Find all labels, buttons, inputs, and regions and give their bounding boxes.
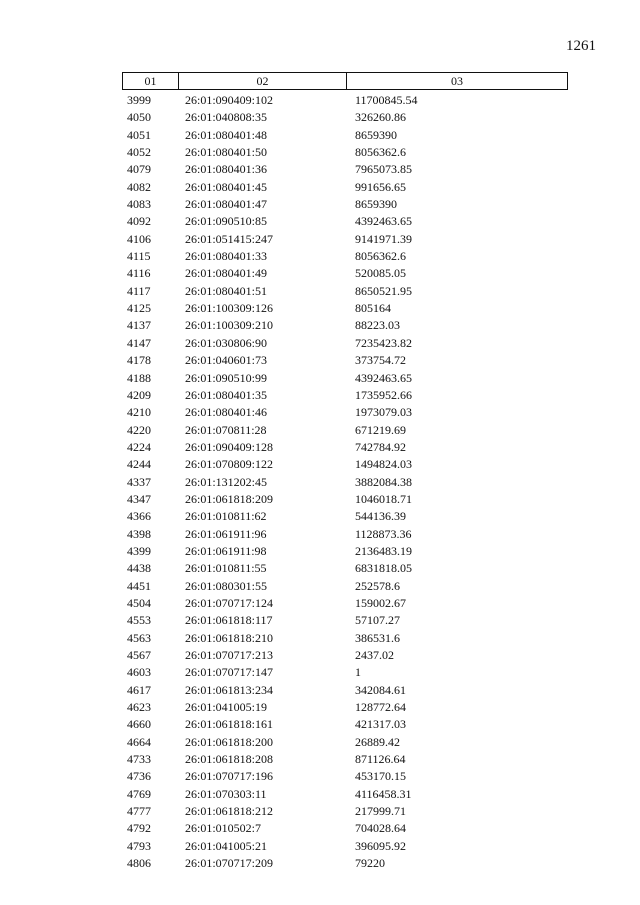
table-cell-3: 2136483.19: [355, 543, 412, 558]
table-cell-3: 544136.39: [355, 509, 406, 524]
table-row: [122, 300, 568, 317]
table-cell-2: 26:01:061911:96: [185, 526, 267, 541]
table-cell-1: 4567: [127, 648, 151, 662]
table-cell-2: 26:01:061818:208: [185, 752, 274, 767]
table-row: [122, 734, 568, 751]
table-cell-3: 2437.02: [355, 648, 394, 662]
table-header: [122, 72, 568, 90]
table-cell-1: 4337: [127, 474, 151, 489]
table-cell-1: 4188: [127, 370, 151, 385]
table-cell-2: 26:01:061818:209: [185, 491, 274, 506]
table-cell-3: 8659390: [355, 127, 397, 142]
table-row: [122, 161, 568, 178]
table-cell-1: 3999: [127, 93, 151, 107]
table-row: [122, 404, 568, 421]
table-body: [122, 92, 568, 872]
table-cell-2: 26:01:080301:55: [185, 578, 268, 593]
table-cell-3: 1735952.66: [355, 387, 412, 402]
table-cell-2: 26:01:080401:47: [185, 197, 268, 212]
table-row: [122, 144, 568, 161]
table-cell-2: 26:01:041005:21: [185, 838, 268, 853]
table-cell-3: 520085.05: [355, 266, 406, 281]
table-row: [122, 248, 568, 265]
table-row: [122, 352, 568, 369]
table-cell-1: 4220: [127, 422, 151, 437]
table-cell-3: 386531.6: [355, 630, 400, 645]
table-row: [122, 474, 568, 491]
table-cell-1: 4793: [127, 838, 151, 853]
table-cell-1: 4553: [127, 613, 151, 628]
table-cell-3: 217999.71: [355, 804, 406, 819]
table-row: [122, 92, 568, 109]
table-cell-2: 26:01:090510:85: [185, 214, 268, 229]
table-row: [122, 213, 568, 230]
table-cell-3: 8659390: [355, 197, 397, 212]
table-row: [122, 578, 568, 595]
table-cell-1: 4451: [127, 578, 151, 593]
table-cell-3: 79220: [355, 856, 385, 871]
table-row: [122, 508, 568, 525]
table-cell-1: 4147: [127, 335, 151, 350]
table-cell-3: 396095.92: [355, 838, 406, 853]
table-row: [122, 317, 568, 334]
table-cell-2: 26:01:070717:209: [185, 856, 274, 871]
table-row: [122, 370, 568, 387]
table-cell-2: 26:01:080401:45: [185, 179, 268, 194]
table-cell-2: 26:01:070809:122: [185, 457, 274, 472]
table-cell-1: 4603: [127, 665, 151, 680]
table-cell-1: 4438: [127, 561, 151, 576]
table-cell-1: 4115: [127, 249, 151, 264]
table-cell-2: 26:01:080401:33: [185, 249, 268, 264]
table-row: [122, 820, 568, 837]
table-cell-1: 4664: [127, 734, 151, 749]
table-row: [122, 491, 568, 508]
table-cell-2: 26:01:061813:234: [185, 682, 274, 697]
table-cell-2: 26:01:030806:90: [185, 335, 268, 350]
table-row: [122, 768, 568, 785]
table-cell-2: 26:01:100309:210: [185, 318, 274, 333]
table-cell-2: 26:01:080401:48: [185, 127, 268, 142]
table-cell-2: 26:01:080401:36: [185, 162, 268, 177]
table-cell-2: 26:01:070717:124: [185, 595, 274, 610]
table-row: [122, 751, 568, 768]
table-row: [122, 595, 568, 612]
table-cell-1: 4125: [127, 301, 151, 316]
column-header-02: 02: [179, 73, 347, 89]
table-cell-2: 26:01:090409:128: [185, 439, 274, 454]
table-cell-1: 4769: [127, 786, 151, 801]
table-cell-1: 4733: [127, 752, 151, 767]
table-cell-1: 4399: [127, 543, 151, 558]
table-cell-1: 4347: [127, 491, 151, 506]
table-cell-2: 26:01:080401:50: [185, 145, 268, 160]
table-cell-1: 4398: [127, 526, 151, 541]
table-cell-3: 1494824.03: [355, 457, 412, 472]
table-cell-2: 26:01:090409:102: [185, 93, 274, 107]
table-cell-1: 4792: [127, 821, 151, 836]
table-cell-3: 9141971.39: [355, 231, 412, 246]
table-cell-3: 11700845.54: [355, 93, 418, 107]
table-cell-1: 4082: [127, 179, 151, 194]
table-cell-2: 26:01:070811:28: [185, 422, 267, 437]
table-row: [122, 196, 568, 213]
table-cell-3: 88223.03: [355, 318, 400, 333]
table-cell-1: 4116: [127, 266, 151, 281]
table-row: [122, 543, 568, 560]
table-cell-3: 3882084.38: [355, 474, 412, 489]
table-cell-2: 26:01:131202:45: [185, 474, 268, 489]
table-cell-3: 57107.27: [355, 613, 400, 628]
table-row: [122, 716, 568, 733]
table-row: [122, 127, 568, 144]
table-cell-1: 4210: [127, 405, 151, 420]
table-row: [122, 109, 568, 126]
table-row: [122, 682, 568, 699]
table-cell-1: 4244: [127, 457, 151, 472]
table-cell-3: 128772.64: [355, 700, 406, 715]
table-row: [122, 560, 568, 577]
table-cell-1: 4052: [127, 145, 151, 160]
table-row: [122, 283, 568, 300]
table-cell-3: 805164: [355, 301, 391, 316]
table-cell-2: 26:01:051415:247: [185, 231, 274, 246]
table-row: [122, 456, 568, 473]
table-cell-3: 342084.61: [355, 682, 406, 697]
page-number: 1261: [566, 38, 596, 54]
data-table: [122, 72, 568, 872]
table-cell-2: 26:01:080401:51: [185, 283, 268, 298]
table-cell-2: 26:01:061818:212: [185, 804, 274, 819]
table-cell-3: 742784.92: [355, 439, 406, 454]
table-cell-3: 1046018.71: [355, 491, 412, 506]
table-row: [122, 526, 568, 543]
table-cell-2: 26:01:061818:210: [185, 630, 274, 645]
table-cell-3: 8056362.6: [355, 145, 406, 160]
table-cell-2: 26:01:061818:200: [185, 734, 274, 749]
table-cell-1: 4106: [127, 231, 151, 246]
table-cell-3: 4392463.65: [355, 370, 412, 385]
table-cell-3: 421317.03: [355, 717, 406, 732]
table-cell-3: 8650521.95: [355, 283, 412, 298]
table-cell-2: 26:01:080401:46: [185, 405, 268, 420]
table-row: [122, 630, 568, 647]
table-cell-2: 26:01:010811:62: [185, 509, 267, 524]
table-cell-1: 4051: [127, 127, 151, 142]
table-cell-2: 26:01:070303:11: [185, 786, 267, 801]
table-row: [122, 803, 568, 820]
table-cell-2: 26:01:041005:19: [185, 700, 268, 715]
table-row: [122, 335, 568, 352]
table-cell-2: 26:01:061818:161: [185, 717, 274, 732]
table-row: [122, 838, 568, 855]
table-cell-3: 704028.64: [355, 821, 406, 836]
table-row: [122, 387, 568, 404]
table-cell-3: 4392463.65: [355, 214, 412, 229]
table-cell-2: 26:01:070717:196: [185, 769, 274, 784]
table-row: [122, 265, 568, 282]
table-cell-1: 4092: [127, 214, 151, 229]
table-cell-2: 26:01:040808:35: [185, 110, 268, 125]
table-cell-3: 252578.6: [355, 578, 400, 593]
table-cell-1: 4736: [127, 769, 151, 784]
table-cell-3: 1: [355, 665, 361, 680]
table-cell-2: 26:01:070717:213: [185, 648, 274, 662]
table-row: [122, 664, 568, 681]
table-cell-3: 991656.65: [355, 179, 406, 194]
table-cell-3: 26889.42: [355, 734, 400, 749]
table-cell-1: 4209: [127, 387, 151, 402]
table-cell-2: 26:01:100309:126: [185, 301, 274, 316]
table-row: [122, 699, 568, 716]
table-cell-3: 1128873.36: [355, 526, 412, 541]
table-cell-1: 4050: [127, 110, 151, 125]
table-cell-1: 4224: [127, 439, 151, 454]
table-cell-1: 4366: [127, 509, 151, 524]
table-row: [122, 612, 568, 629]
table-row: [122, 855, 568, 872]
table-row: [122, 231, 568, 248]
table-cell-1: 4777: [127, 804, 151, 819]
table-cell-3: 7235423.82: [355, 335, 412, 350]
table-cell-1: 4083: [127, 197, 151, 212]
table-cell-2: 26:01:040601:73: [185, 353, 268, 368]
column-header-01: 01: [123, 73, 179, 89]
table-cell-3: 1973079.03: [355, 405, 412, 420]
table-cell-3: 871126.64: [355, 752, 406, 767]
table-cell-2: 26:01:070717:147: [185, 665, 274, 680]
table-cell-3: 326260.86: [355, 110, 406, 125]
table-row: [122, 179, 568, 196]
table-cell-2: 26:01:061818:117: [185, 613, 273, 628]
table-cell-3: 671219.69: [355, 422, 406, 437]
table-cell-2: 26:01:010502:7: [185, 821, 262, 836]
table-cell-2: 26:01:061911:98: [185, 543, 267, 558]
table-cell-1: 4504: [127, 595, 151, 610]
table-cell-2: 26:01:090510:99: [185, 370, 268, 385]
table-cell-1: 4117: [127, 283, 151, 298]
table-cell-2: 26:01:010811:55: [185, 561, 267, 576]
table-cell-3: 7965073.85: [355, 162, 412, 177]
table-cell-1: 4079: [127, 162, 151, 177]
table-cell-1: 4623: [127, 700, 151, 715]
table-cell-3: 4116458.31: [355, 786, 412, 801]
table-cell-3: 8056362.6: [355, 249, 406, 264]
table-cell-1: 4563: [127, 630, 151, 645]
table-row: [122, 422, 568, 439]
table-cell-3: 373754.72: [355, 353, 406, 368]
table-cell-3: 453170.15: [355, 769, 406, 784]
table-cell-1: 4806: [127, 856, 151, 871]
table-cell-1: 4617: [127, 682, 151, 697]
table-cell-3: 6831818.05: [355, 561, 412, 576]
table-row: [122, 647, 568, 664]
table-cell-2: 26:01:080401:35: [185, 387, 268, 402]
column-header-03: 03: [451, 74, 463, 88]
table-cell-1: 4137: [127, 318, 151, 333]
table-cell-2: 26:01:080401:49: [185, 266, 268, 281]
table-cell-3: 159002.67: [355, 595, 406, 610]
table-cell-1: 4660: [127, 717, 151, 732]
table-row: [122, 439, 568, 456]
table-row: [122, 786, 568, 803]
table-cell-1: 4178: [127, 353, 151, 368]
